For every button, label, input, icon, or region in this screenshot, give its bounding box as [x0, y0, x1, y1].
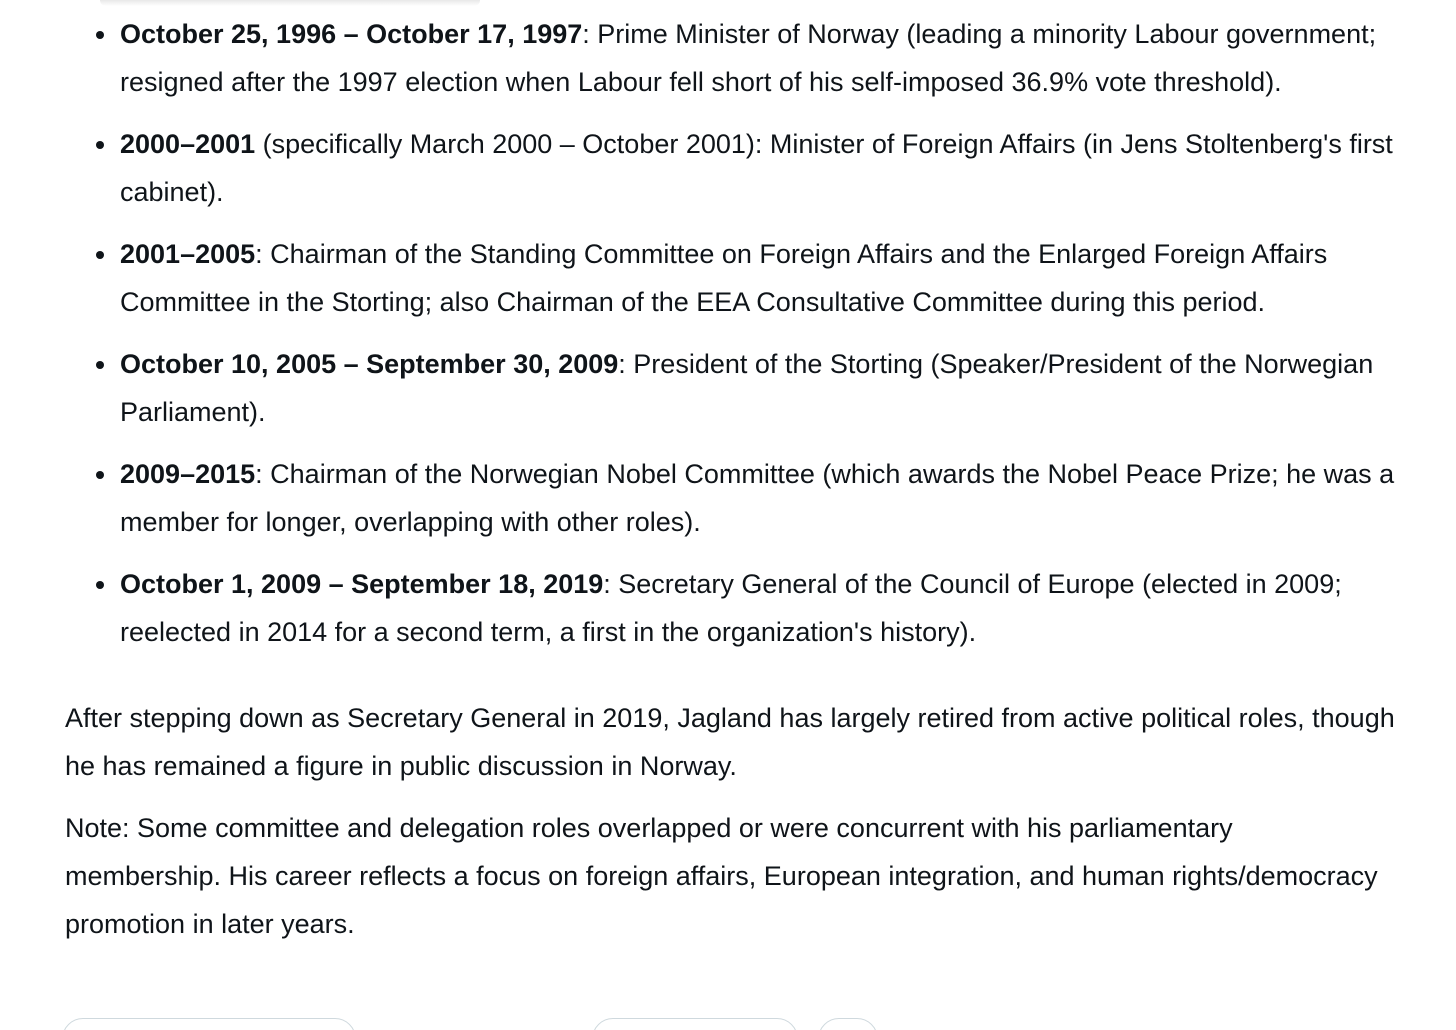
- list-item: [120, 230, 1416, 326]
- summary-paragraph: After stepping down as Secretary General in 2019, Jagland has largely retired from active political roles, though he has remained a figure in public discussion in Norway.: [65, 703, 1395, 781]
- career-list: [0, 10, 1456, 656]
- role-description: : Chairman of the Norwegian Nobel Committee (which awards the Nobel Peace Prize; he was a member for longer, overlapping with other roles).: [120, 459, 1395, 537]
- list-item: [120, 340, 1416, 436]
- action-button[interactable]: [818, 1018, 878, 1030]
- role-description: : Chairman of the Standing Committee on Foreign Affairs and the Enlarged Foreign Affairs Committee in the Storting; also Chairman of the EEA Consultative Committee during this period.: [120, 239, 1328, 317]
- role-dates: 2001–2005: [120, 239, 256, 269]
- scroll-fade: [100, 0, 480, 6]
- role-dates: 2000–2001: [120, 129, 256, 159]
- list-item: [120, 10, 1416, 106]
- role-dates: October 1, 2009 – September 18, 2019: [120, 569, 604, 599]
- suggestion-chip[interactable]: [62, 1018, 356, 1030]
- role-description: : President of the Storting (Speaker/President of the Norwegian Parliament).: [120, 349, 1374, 427]
- note-paragraph: Note: Some committee and delegation roles overlapped or were concurrent with his parliamentary membership. His career reflects a focus on foreign affairs, European integration, and human rights/democracy promotion in later years.: [65, 813, 1378, 939]
- response-content: [0, 10, 1456, 948]
- role-dates: October 10, 2005 – September 30, 2009: [120, 349, 619, 379]
- role-description: : Prime Minister of Norway (leading a minority Labour government; resigned after the 1997 election when Labour fell short of his self-imposed 36.9% vote threshold).: [120, 19, 1377, 97]
- list-item: [120, 120, 1416, 216]
- role-dates: 2009–2015: [120, 459, 256, 489]
- list-item: [120, 560, 1416, 656]
- suggestion-chip[interactable]: [592, 1018, 798, 1030]
- list-item: [120, 450, 1416, 546]
- role-description: (specifically March 2000 – October 2001): Minister of Foreign Affairs (in Jens Stoltenberg's first cabinet).: [120, 129, 1393, 207]
- role-description: : Secretary General of the Council of Europe (elected in 2009; reelected in 2014 for a second term, a first in the organization's history).: [120, 569, 1342, 647]
- role-dates: October 25, 1996 – October 17, 1997: [120, 19, 583, 49]
